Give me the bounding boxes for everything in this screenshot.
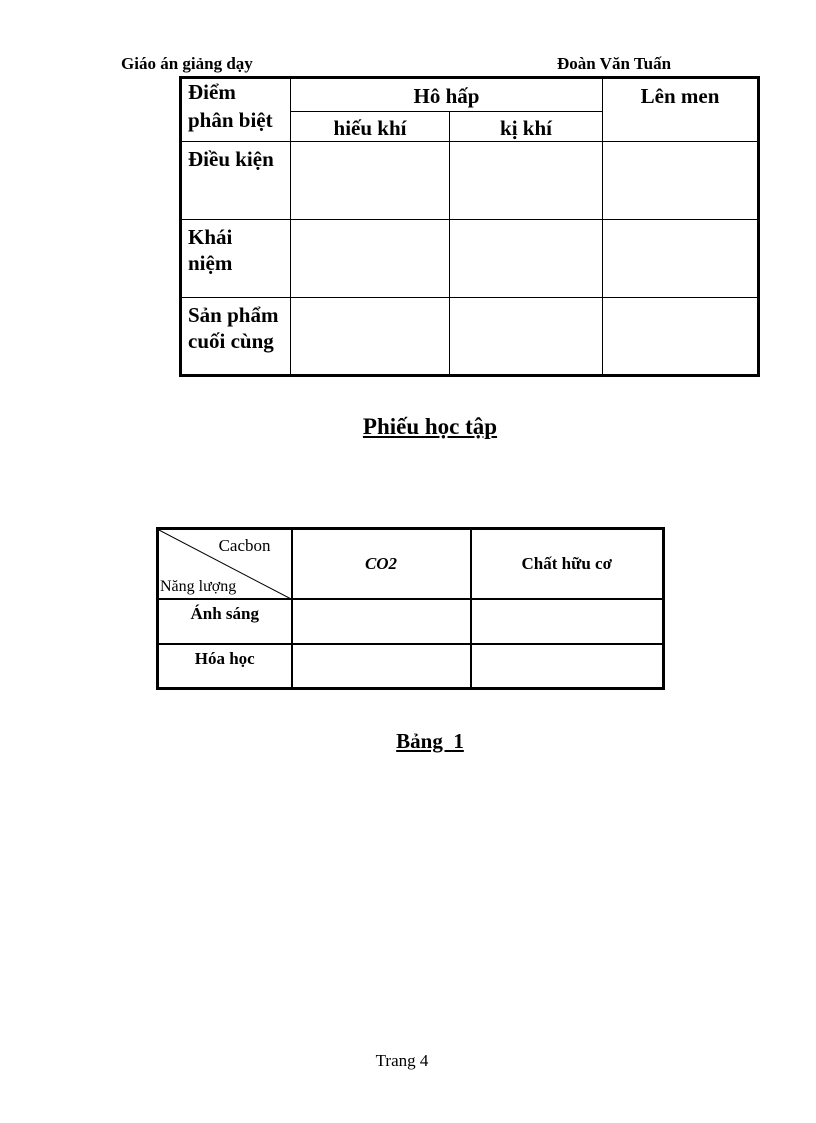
light-label: Ánh sáng (190, 603, 259, 623)
blank-cell (450, 142, 603, 220)
col-header-co2 (292, 529, 471, 599)
aerobic-label: hiếu khí (333, 116, 407, 140)
sub-header-aerobic (291, 112, 450, 142)
row-header-line2: niệm (188, 251, 233, 275)
chemical-label: Hóa học (194, 648, 255, 668)
table-row (181, 298, 759, 376)
group-header-label: Hô hấp (413, 84, 480, 108)
blank-cell (292, 599, 471, 644)
header-right: Đoàn Văn Tuấn (557, 54, 672, 73)
group-header-respiration (291, 78, 603, 112)
row-header-line1: Khái (188, 225, 233, 249)
table-caption-text: Bảng 1 (396, 729, 464, 753)
blank-cell (603, 142, 759, 220)
fermentation-label: Lên men (640, 84, 720, 108)
corner-bottom-label: Năng lượng (160, 577, 237, 595)
blank-cell (603, 220, 759, 298)
comparison-table (179, 76, 760, 377)
row-header-chemical (158, 644, 292, 689)
row-header-light (158, 599, 292, 644)
col-header-fermentation (603, 78, 759, 142)
blank-cell (291, 142, 450, 220)
corner-line2: phân biệt (188, 108, 273, 132)
nutrition-type-table (156, 527, 665, 690)
row-header-line1: Điều kiện (188, 147, 274, 171)
row-header-concept (181, 220, 291, 298)
row-header-line1: Sản phẩm (188, 303, 279, 327)
sub-header-anaerobic (450, 112, 603, 142)
table-row (158, 599, 664, 644)
diagonal-corner-cell (158, 529, 292, 599)
blank-cell (471, 644, 664, 689)
page-number: Trang 4 (375, 1051, 429, 1070)
table-caption (0, 729, 816, 754)
corner-top-label: Cacbon (218, 536, 271, 555)
row-header-conditions (181, 142, 291, 220)
blank-cell (471, 599, 664, 644)
blank-cell (450, 298, 603, 376)
blank-cell (291, 298, 450, 376)
header-left: Giáo án giảng dạy (121, 54, 253, 73)
corner-cell (181, 78, 291, 142)
anaerobic-label: kị khí (500, 116, 552, 140)
col-header-organic (471, 529, 664, 599)
worksheet-title: Phiếu học tập (362, 414, 498, 439)
blank-cell (603, 298, 759, 376)
blank-cell (292, 644, 471, 689)
table-row (181, 142, 759, 220)
co2-label: CO2 (364, 553, 398, 573)
row-header-final-product (181, 298, 291, 376)
row-header-line2: cuối cùng (188, 329, 274, 353)
corner-line1: Điểm (188, 80, 236, 104)
table-row (181, 220, 759, 298)
organic-label: Chất hữu cơ (521, 553, 612, 573)
blank-cell (291, 220, 450, 298)
table-row (158, 644, 664, 689)
blank-cell (450, 220, 603, 298)
